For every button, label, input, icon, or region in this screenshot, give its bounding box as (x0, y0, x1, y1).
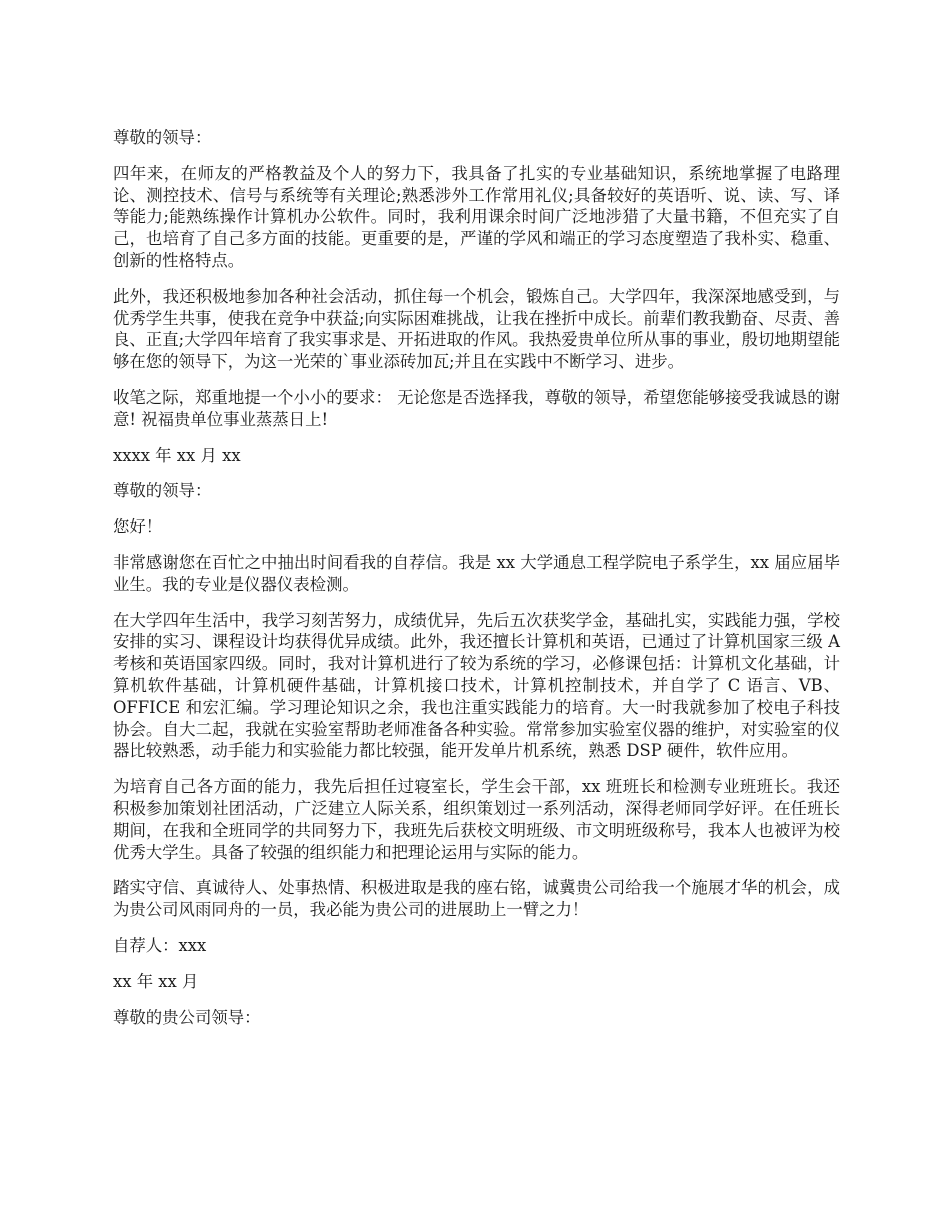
letter2-paragraph-4: 踏实守信、真诚待人、处事热情、积极进取是我的座右铭，诚冀贵公司给我一个施展才华的机会，成为贵公司风雨同舟的一员，我必能为贵公司的进展助上一臂之力！ (113, 878, 840, 920)
letter2-signature: 自荐人：xxx (113, 935, 207, 955)
letter2-paragraph-3: 为培育自己各方面的能力，我先后担任过寝室长，学生会干部，xx 班班长和检测专业班班长。我还积极参加策划社团活动，广泛建立人际关系，组织策划过一系列活动，深得老师同学好评。在任班长期间，在我和全班同学的共同努力下，我班先后获校文明班级、市文明班级称号，我本人也被评为校优秀大学生。具备了较强的组织能力和把理论运用与实际的能力。 (113, 777, 840, 862)
letter2-greeting: 您好！ (113, 517, 163, 537)
letter2-date: xx 年 xx 月 (113, 971, 199, 991)
letter1-date: xxxx 年 xx 月 xx (113, 445, 241, 465)
letter3-salutation: 尊敬的贵公司领导： (113, 1007, 261, 1027)
letter1-paragraph-3: 收笔之际，郑重地提一个小小的要求： 无论您是否选择我，尊敬的领导，希望您能够接受我诚恳的谢意! 祝福贵单位事业蒸蒸日上! (113, 387, 840, 429)
letter1-paragraph-1: 四年来，在师友的严格教益及个人的努力下，我具备了扎实的专业基础知识，系统地掌握了电路理论、测控技术、信号与系统等有关理论;熟悉涉外工作常用礼仪;具备较好的英语听、说、读、写、译等能力;能熟练操作计算机办公软件。同时，我利用课余时间广泛地涉猎了大量书籍，不但充实了自己，也培育了自己多方面的技能。更重要的是，严谨的学风和端正的学习态度塑造了我朴实、稳重、创新的性格特点。 (113, 163, 840, 270)
letter1-paragraph-2: 此外，我还积极地参加各种社会活动，抓住每一个机会，锻炼自己。大学四年，我深深地感受到，与优秀学生共事，使我在竞争中获益;向实际困难挑战，让我在挫折中成长。前辈们教我勤奋、尽责、善良、正直;大学四年培育了我实事求是、开拓进取的作风。我热爱贵单位所从事的事业，殷切地期望能够在您的领导下，为这一光荣的`事业添砖加瓦;并且在实践中不断学习、进步。 (113, 286, 840, 372)
document-page (113, 127, 840, 1042)
letter2-paragraph-2: 在大学四年生活中，我学习刻苦努力，成绩优异，先后五次获奖学金，基础扎实，实践能力强，学校安排的实习、课程设计均获得优异成绩。此外，我还擅长计算机和英语，已通过了计算机国家三级 A 考核和英语国家四级。同时，我对计算机进行了较为系统的学习，必修课包括：计算机文化基础，计算机软件基础，计算机硬件基础，计算机接口技术，计算机控制技术，并自学了 C 语言、VB、OFFICE 和宏汇编。学习理论知识之余，我也注重实践能力的培育。大一时我就参加了校电子科技协会。自大二起，我就在实验室帮助老师准备各种实验。常常参加实验室仪器的维护，对实验室的仪器比较熟悉，动手能力和实验能力都比较强，能开发单片机系统，熟悉 DSP 硬件，软件应用。 (113, 610, 840, 761)
letter2-paragraph-1: 非常感谢您在百忙之中抽出时间看我的自荐信。我是 xx 大学通息工程学院电子系学生，xx 届应届毕业生。我的专业是仪器仪表检测。 (113, 552, 840, 594)
letter1-salutation: 尊敬的领导： (113, 128, 212, 147)
letter2-salutation: 尊敬的领导： (113, 481, 212, 501)
